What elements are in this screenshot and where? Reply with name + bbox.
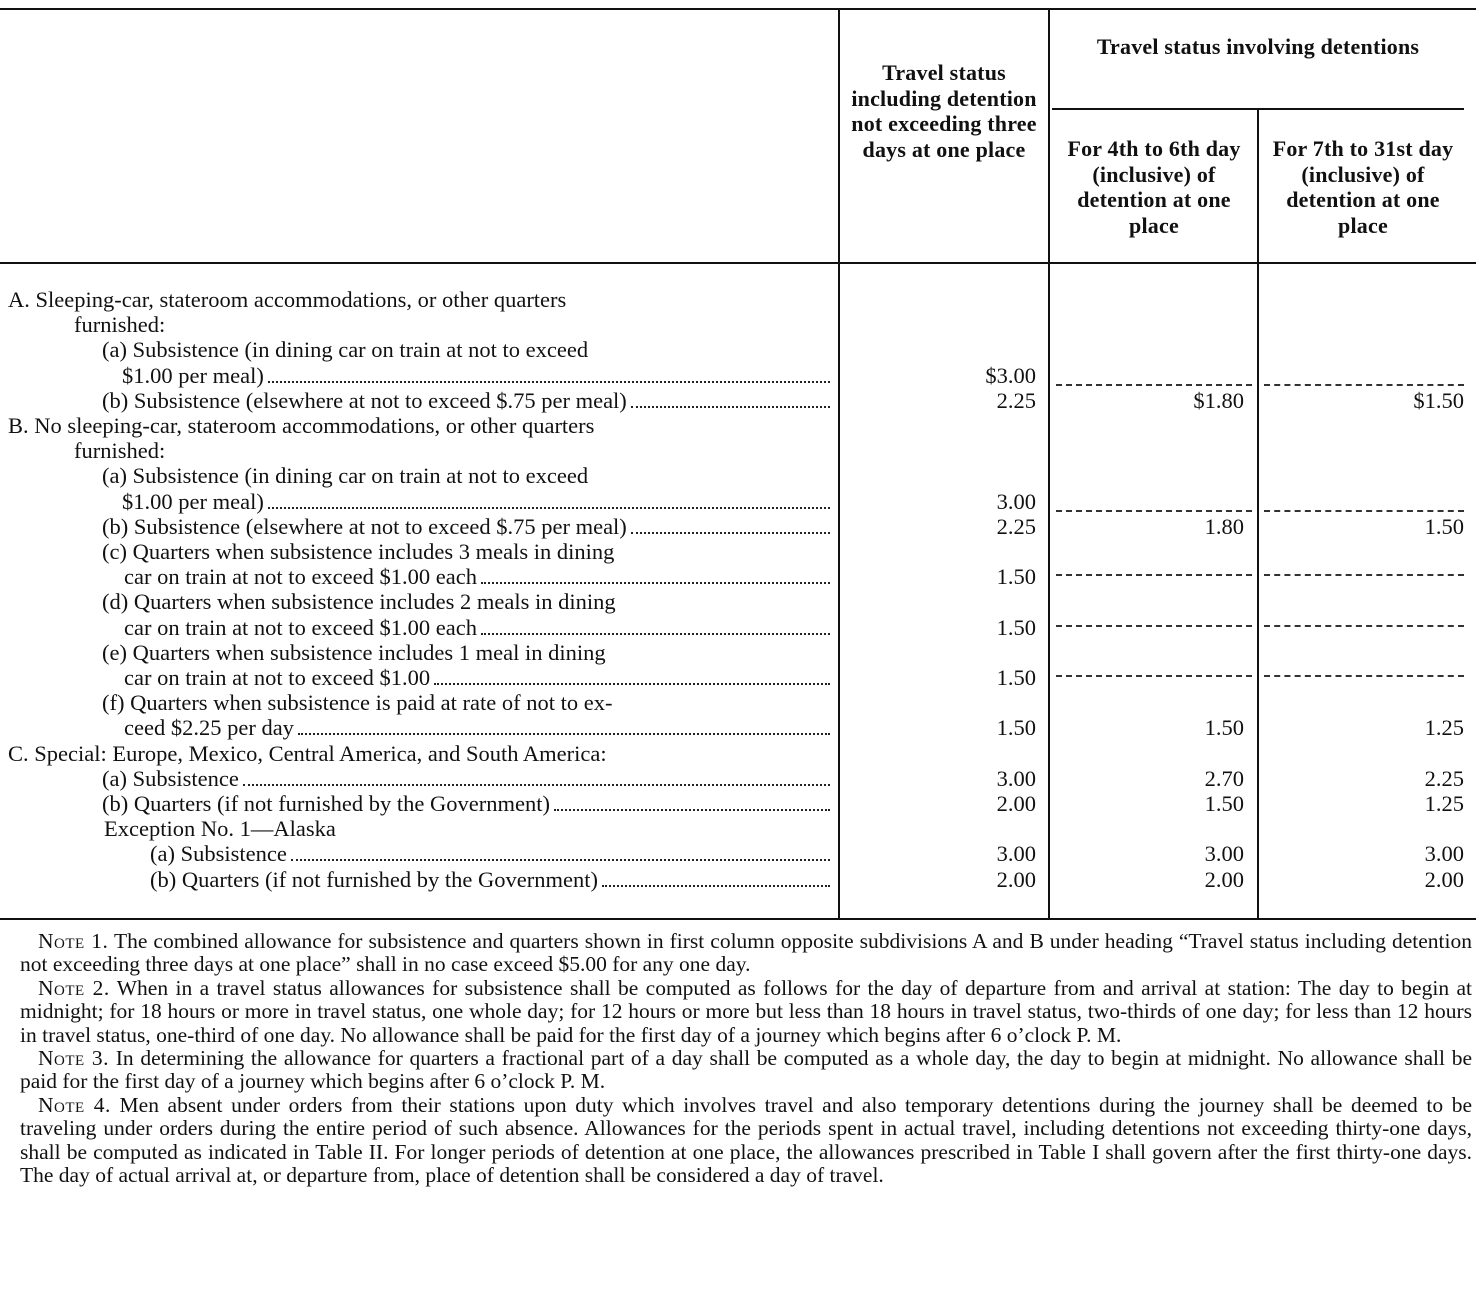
row-label <box>124 665 836 690</box>
row-label-text: (b) Subsistence (elsewhere at not to exceed $.75 per meal) <box>102 387 627 413</box>
empty-cell-dashes <box>1056 675 1252 677</box>
row-label-text: furnished: <box>74 312 166 338</box>
row-label-text: (b) Quarters (if not furnished by the Government) <box>150 866 598 892</box>
leader-dots <box>291 841 830 861</box>
row-label-text: car on train at not to exceed $1.00 each <box>124 564 477 590</box>
row-label-text: $1.00 per meal) <box>122 362 264 388</box>
table-row <box>0 539 1480 564</box>
empty-cell-dashes <box>1056 625 1252 627</box>
note-3: Note 3. In determining the allowance for quarters a fractional part of a day shall be computed as a whole day, the day to begin at midnight. No allowance shall be paid for the first day of a journey which begins after 6 o’clock P. M. <box>20 1046 1472 1094</box>
empty-cell-dashes <box>1056 574 1252 576</box>
row-label <box>122 363 836 388</box>
cell-v1: 1.50 <box>996 665 1036 690</box>
table-row <box>0 564 1480 589</box>
table-row <box>0 867 1480 892</box>
row-label-text: car on train at not to exceed $1.00 each <box>124 614 477 640</box>
leader-dots <box>631 514 830 534</box>
empty-cell-dashes <box>1264 675 1464 677</box>
table-row <box>0 615 1480 640</box>
cell-v2: $1.80 <box>1193 387 1244 413</box>
empty-cell-dashes <box>1056 510 1252 512</box>
empty-cell-dashes <box>1264 574 1464 576</box>
row-label-text: (a) Subsistence (in dining car on train at not to exceed <box>102 463 589 489</box>
table-row <box>0 489 1480 514</box>
empty-cell-dashes <box>1264 384 1464 386</box>
cell-v2: 1.80 <box>1204 513 1244 539</box>
row-label-text: A. Sleeping-car, stateroom accommodations, or other quarters <box>8 287 567 312</box>
table-bottom-rule <box>0 918 1476 920</box>
cell-v1: 2.00 <box>996 866 1036 892</box>
table-row <box>0 413 1480 438</box>
cell-v1: 3.00 <box>996 841 1036 867</box>
row-label <box>124 615 836 640</box>
leader-dots <box>243 766 830 786</box>
leader-dots <box>481 564 830 584</box>
table-row <box>0 715 1480 740</box>
row-label <box>102 514 836 539</box>
cell-v1: $3.00 <box>985 362 1036 388</box>
leader-dots <box>434 665 830 685</box>
row-label <box>150 867 836 892</box>
table-row <box>0 690 1480 715</box>
table-row <box>0 337 1480 362</box>
row-label-text: (a) Subsistence (in dining car on train at not to exceed <box>102 337 589 363</box>
cell-v1: 2.25 <box>996 513 1036 539</box>
cell-v1: 2.25 <box>996 387 1036 413</box>
row-label <box>102 791 836 816</box>
row-label-text: (a) Subsistence <box>102 765 239 791</box>
empty-cell-dashes <box>1056 384 1252 386</box>
header-bottom-rule <box>0 262 1476 264</box>
table-row <box>0 816 1480 841</box>
table-row <box>0 438 1480 463</box>
leader-dots <box>268 363 830 383</box>
cell-v3: 2.00 <box>1424 866 1464 892</box>
cell-v2: 2.70 <box>1204 765 1244 791</box>
row-label-text: (b) Subsistence (elsewhere at not to exceed $.75 per meal) <box>102 513 627 539</box>
cell-v3: 1.25 <box>1424 715 1464 741</box>
header-col3: For 7th to 31st day (inclusive) of detention at one place <box>1272 136 1454 238</box>
cell-v1: 3.00 <box>996 488 1036 514</box>
table-row <box>0 741 1480 766</box>
leader-dots <box>298 715 830 735</box>
row-label-text: (f) Quarters when subsistence is paid at rate of not to ex- <box>102 690 613 716</box>
leader-dots <box>481 615 830 635</box>
table-row <box>0 589 1480 614</box>
table-row <box>0 841 1480 866</box>
header-col1: Travel status including detention not exceeding three days at one place <box>851 60 1037 162</box>
table-row <box>0 287 1480 312</box>
header-group: Travel status involving detentions <box>1096 34 1420 59</box>
table-row <box>0 640 1480 665</box>
leader-dots <box>554 791 830 811</box>
row-label-text: (b) Quarters (if not furnished by the Government) <box>102 791 550 816</box>
table-row <box>0 388 1480 413</box>
row-label <box>124 715 836 740</box>
row-label-text: car on train at not to exceed $1.00 <box>124 665 431 690</box>
row-label-text: B. No sleeping-car, stateroom accommodations, or other quarters <box>8 413 595 438</box>
row-label <box>150 841 836 866</box>
table-row <box>0 665 1480 690</box>
table-row <box>0 363 1480 388</box>
table-row <box>0 514 1480 539</box>
cell-v2: 3.00 <box>1204 841 1244 867</box>
row-label-text: Exception No. 1—Alaska <box>104 816 336 842</box>
empty-cell-dashes <box>1264 510 1464 512</box>
table-row <box>0 791 1480 816</box>
cell-v3: 1.25 <box>1424 791 1464 816</box>
row-label-text: $1.00 per meal) <box>122 488 264 514</box>
row-label-text: C. Special: Europe, Mexico, Central America, and South America: <box>8 740 607 766</box>
row-label <box>122 489 836 514</box>
note-4: Note 4. Men absent under orders from their stations upon duty which involves travel and also temporary detentions during the journey shall be deemed to be traveling under orders during the entire period of such absence. Allowances for the periods spent in actual travel, including detentions not exceeding thirty-one days, shall be computed as indicated in Table II. For longer periods of detention at one place, the allowances prescribed in Table I shall govern after the first thirty-one days. The day of actual arrival at, or departure from, place of detention shall be considered a day of travel. <box>20 1092 1473 1188</box>
cell-v3: 3.00 <box>1424 841 1464 867</box>
table-row <box>0 312 1480 337</box>
leader-dots <box>631 388 830 408</box>
cell-v1: 1.50 <box>996 715 1036 741</box>
cell-v1: 1.50 <box>996 564 1036 590</box>
cell-v2: 1.50 <box>1204 791 1244 816</box>
row-label-text: (c) Quarters when subsistence includes 3 meals in dining <box>102 539 615 564</box>
leader-dots <box>268 489 830 509</box>
top-rule <box>0 8 1476 10</box>
note-1: Note 1. The combined allowance for subsistence and quarters shown in first column opposite subdivisions A and B under heading “Travel status including detention not exceeding three days at one place” shall in no case exceed $5.00 for any one day. <box>20 929 1472 977</box>
notes <box>20 930 1472 1187</box>
cell-v1: 1.50 <box>996 614 1036 640</box>
row-label <box>102 766 836 791</box>
row-label-text: (d) Quarters when subsistence includes 2 meals in dining <box>102 589 616 615</box>
cell-v1: 2.00 <box>996 791 1036 816</box>
cell-v2: 1.50 <box>1204 715 1244 741</box>
leader-dots <box>602 867 830 887</box>
row-label-text: (e) Quarters when subsistence includes 1 meal in dining <box>102 639 606 665</box>
row-label-text: (a) Subsistence <box>150 841 287 867</box>
row-label <box>124 564 836 589</box>
cell-v1: 3.00 <box>996 765 1036 791</box>
cell-v2: 2.00 <box>1204 866 1244 892</box>
row-label-text: ceed $2.25 per day <box>124 715 294 741</box>
cell-v3: $1.50 <box>1413 387 1464 413</box>
cell-v3: 2.25 <box>1424 765 1464 791</box>
row-label-text: furnished: <box>74 438 166 464</box>
header-col2: For 4th to 6th day (inclusive) of detention at one place <box>1067 136 1241 238</box>
table-row <box>0 766 1480 791</box>
table-row <box>0 463 1480 488</box>
cell-v3: 1.50 <box>1424 513 1464 539</box>
empty-cell-dashes <box>1264 625 1464 627</box>
row-label <box>102 388 836 413</box>
note-2: Note 2. When in a travel status allowances for subsistence shall be computed as follows for the day of departure from and arrival at station: The day to begin at midnight; for 18 hours or more in travel status, one whole day; for 12 hours or more but less than 18 hours in travel status, two-thirds of one day; for less than 12 hours in travel status, one-third of one day. No allowance shall be paid for the first day of a journey which begins after 6 o’clock P. M. <box>20 975 1472 1047</box>
